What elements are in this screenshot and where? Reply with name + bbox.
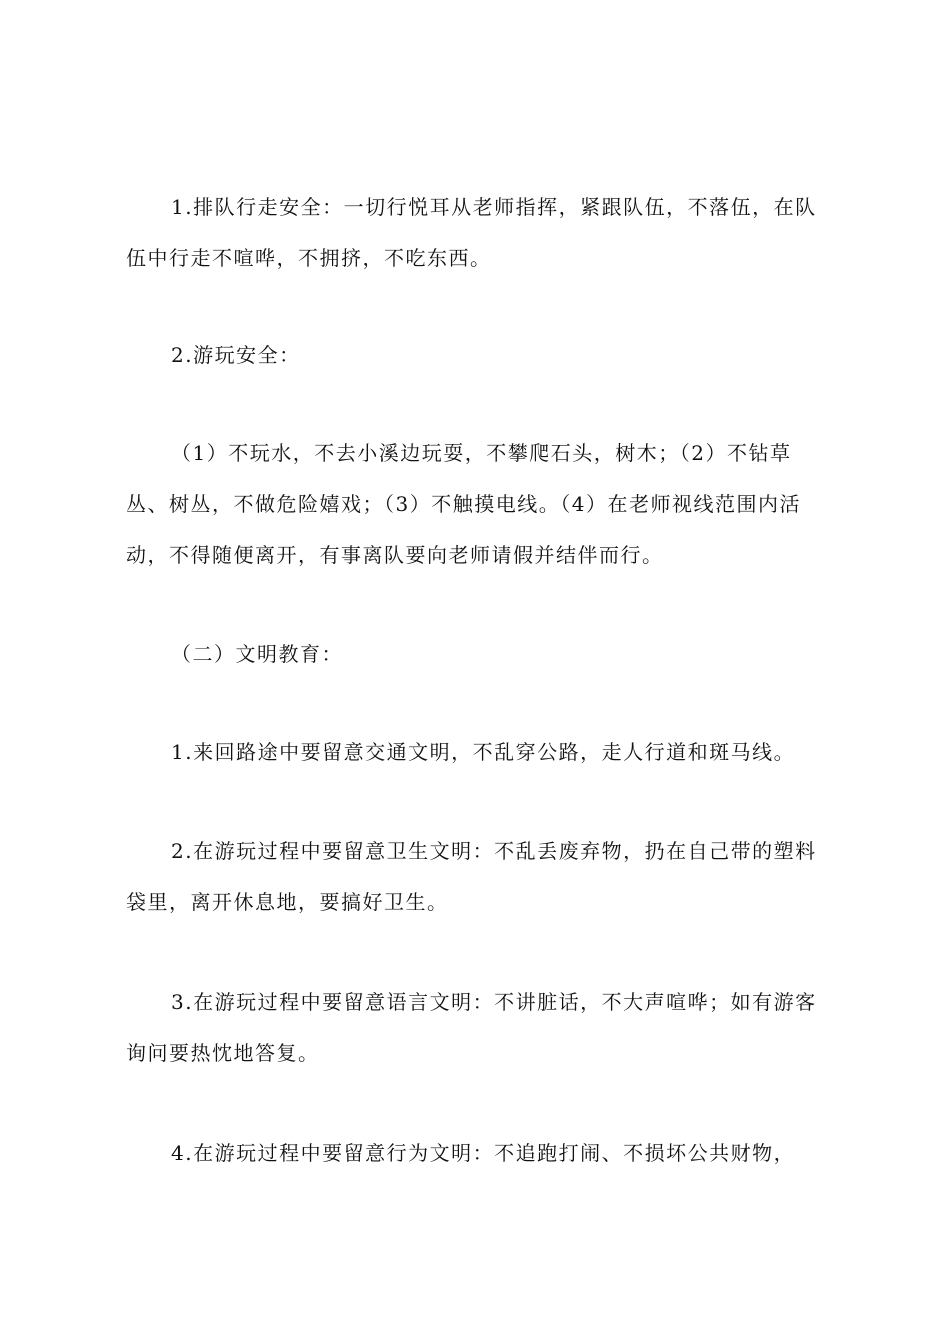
paragraph-behavior-civility: 4.在游玩过程中要留意行为文明：不追跑打闹、不损坏公共财物， <box>171 1141 796 1165</box>
paragraph-hygiene-civility: 2.在游玩过程中要留意卫生文明：不乱丢废弃物，扔在自己带的塑料袋里，离开休息地，要搞好卫生。 <box>126 839 817 914</box>
paragraph-play-safety-heading: 2.游玩安全： <box>171 343 301 367</box>
paragraph-language-civility: 3.在游玩过程中要留意语言文明：不讲脏话，不大声喧哗；如有游客询问要热忱地答复。 <box>126 990 817 1065</box>
paragraph-play-safety-rules: （1）不玩水，不去小溪边玩耍，不攀爬石头，树木；（2）不钻草丛、树丛，不做危险嬉戏；（3）不触摸电线。（4）在老师视线范围内活动，不得随便离开，有事离队要向老师请假并结伴而行。 <box>126 441 801 567</box>
paragraph-civility-heading: （二）文明教育： <box>171 642 343 666</box>
paragraph-traffic-civility: 1.来回路途中要留意交通文明，不乱穿公路，走人行道和斑马线。 <box>171 740 796 764</box>
paragraph-line-safety: 1.排队行走安全：一切行悦耳从老师指挥，紧跟队伍，不落伍，在队伍中行走不喧哗，不拥挤，不吃东西。 <box>126 195 817 270</box>
